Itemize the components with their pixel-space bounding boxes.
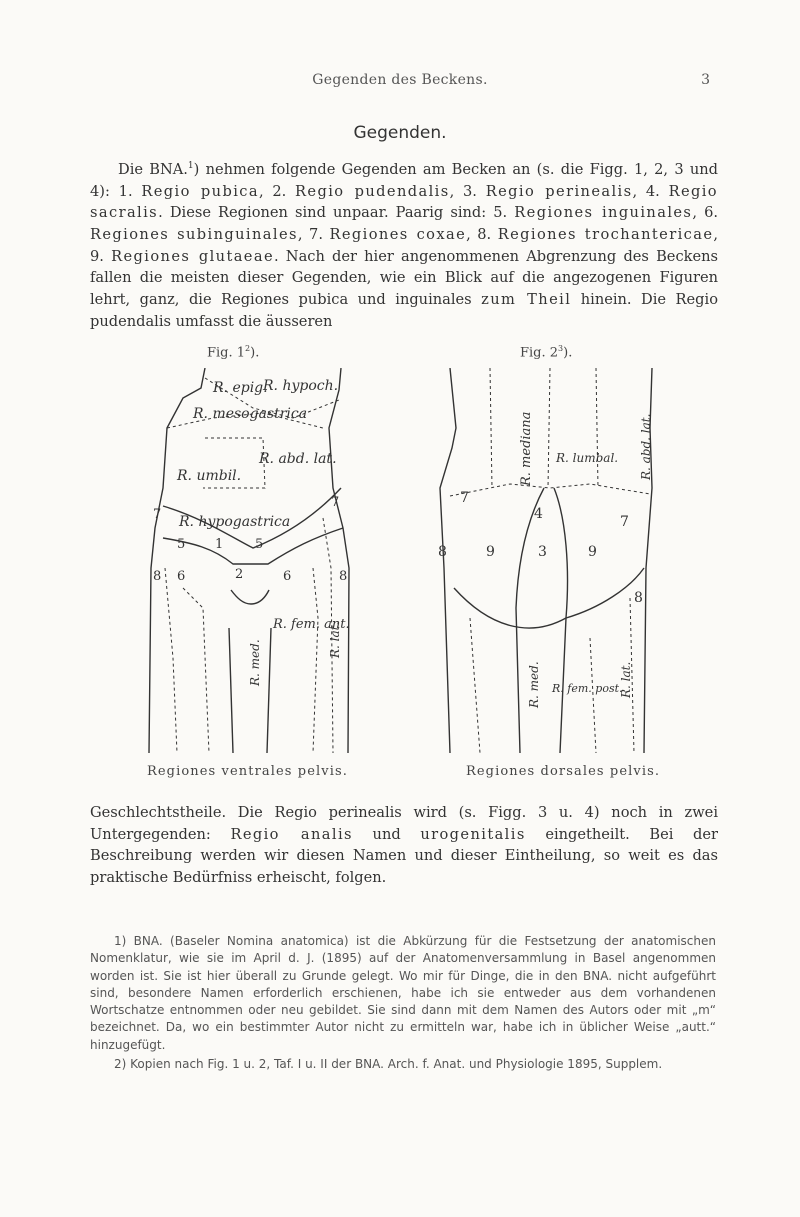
label-r-lumbal: R. lumbal. [556, 451, 619, 465]
fig1-ventral-pelvis-diagram [143, 368, 383, 753]
regio-urogenitalis: urogenitalis [420, 825, 526, 843]
regiones-coxae: Regiones coxae [329, 225, 467, 243]
footnotes [90, 933, 716, 1073]
label-r-abd-lat: R. abd. lat. [639, 413, 653, 480]
label-r-lat: R. lat. [619, 661, 633, 698]
label-r-med: R. med. [248, 639, 262, 686]
num-8-left: 8 [153, 569, 162, 584]
num-6-left: 6 [177, 569, 186, 584]
label-r-mesogastrica: R. mesogastrica [193, 406, 308, 422]
regiones-glutaeae: Regiones glutaeae [111, 247, 274, 265]
num-2: 2 [235, 567, 244, 582]
num-3: 3 [538, 544, 547, 560]
footnote-ref-1[interactable]: 1 [187, 161, 194, 171]
num-6-right: 6 [283, 569, 292, 584]
running-head: Gegenden des Beckens. [312, 72, 488, 88]
fig1-outline [149, 368, 349, 753]
fig1-caption: Regiones ventrales pelvis. [147, 764, 348, 779]
num-7-right: 7 [620, 514, 629, 530]
regio-pubica: Regio pubica [141, 182, 259, 200]
num-7-left: 7 [460, 490, 469, 506]
label-r-fem-post: R. fem. post. [552, 682, 623, 695]
footnote-2: 2) Kopien nach Fig. 1 u. 2, Taf. I u. II der BNA. Arch. f. Anat. und Physiologie 1895, Supplem. [114, 1057, 663, 1072]
intro-paragraph: Die BNA.$^1$) nehmen folgende Gegenden am Becken an (s. die Figg. 1, 2, 3 und 4): 1. Regio pubica, 2. Regio pudendalis, 3. Regio perinealis, 4. Regio sacralis. Diese Regionen sind unpaar. Paarig sind: 5. Regiones inguinales, 6. Regiones subinguinales, 7. Regiones coxae, 8. Regiones trochantericae, 9. Regiones glutaeae. Nach der hier angenommenen Abgrenzung des Beckens fallen die meisten dieser Gegenden, wie ein Blick auf die angezogenen Figuren lehrt, ganz, die Regiones pubica und inguinales zum Theil hinein. Die Regio pudendalis umfasst die äusseren [90, 160, 719, 330]
label-r-abd-lat: R. abd. lat. [259, 451, 337, 467]
label-r-mediana: R. mediana [519, 411, 534, 486]
num-1: 1 [215, 537, 224, 552]
regio-sacralis: Regio sacralis [90, 182, 718, 222]
num-9-right: 9 [588, 544, 597, 560]
label-r-hypogastrica: R. hypogastrica [179, 514, 291, 530]
label-r-umbil: R. umbil. [177, 468, 242, 484]
label-r-lat: R. lat. [328, 621, 342, 658]
footnote-1: 1) BNA. (Baseler Nomina anatomica) ist die Abkürzung für die Festsetzung der anatomischen Nomenklatur, wie sie im April d. J. (1895) auf der Anatomenversammlung in Basel angenommen worden ist. Sie ist hier überall zu Grunde gelegt. Wo mir für Dinge, die in den BNA. nicht aufgeführt sind, besondere Namen erforderlich erschienen, habe ich sie entweder aus dem vorhandenen Wortschatze entnommen oder neu gebildet. Sie sind dann mit dem Namen des Autors oder mit „m“ bezeichnet. Da, wo ein bestimmter Autor nicht zu ermitteln war, habe ich in üblicher Weise „autt.“ hinzugefügt. [90, 934, 716, 1052]
zum-theil: zum Theil [481, 291, 572, 309]
fig1-label: Fig. $1^2$). [207, 344, 260, 361]
num-7-left: 7 [153, 507, 162, 522]
page-number: 3 [701, 72, 710, 88]
regio-analis: Regio analis [230, 825, 353, 843]
fig2-dorsal-pelvis-diagram [430, 368, 660, 753]
label-r-epig: R. epig. [213, 380, 268, 396]
num-8-right: 8 [339, 569, 348, 584]
regiones-inguinales: Regiones inguinales [514, 204, 693, 222]
fig2-caption: Regiones dorsales pelvis. [466, 764, 661, 779]
regio-pudendalis: Regio pudendalis [295, 182, 450, 200]
num-8-right: 8 [634, 590, 643, 606]
section-heading: Gegenden. [353, 123, 447, 143]
label-r-fem-ant: R. fem. ant. [273, 617, 350, 632]
num-9-left: 9 [486, 544, 495, 560]
num-7-right: 7 [331, 495, 340, 510]
fig2-label: Fig. $2^3$). [520, 344, 573, 361]
num-4: 4 [534, 506, 543, 522]
label-r-hypoch: R. hypoch. [263, 378, 339, 394]
num-5-right: 5 [255, 537, 264, 552]
continuation-paragraph: Geschlechtstheile. Die Regio perinealis wird (s. Figg. 3 u. 4) noch in zwei Untergegenden: Regio analis und urogenitalis eingetheilt. Bei der Beschreibung werden wir diesen Namen und dieser Eintheilung, so weit es das praktische Bedürfniss erheischt, folgen. [90, 804, 718, 887]
label-r-med: R. med. [527, 661, 541, 708]
num-8-left: 8 [438, 544, 447, 560]
num-5-left: 5 [177, 537, 186, 552]
regio-perinealis: Regio perinealis [485, 182, 633, 200]
regiones-trochantericae: Regiones trochantericae [497, 225, 714, 243]
regiones-subinguinales: Regiones subinguinales [90, 225, 298, 243]
